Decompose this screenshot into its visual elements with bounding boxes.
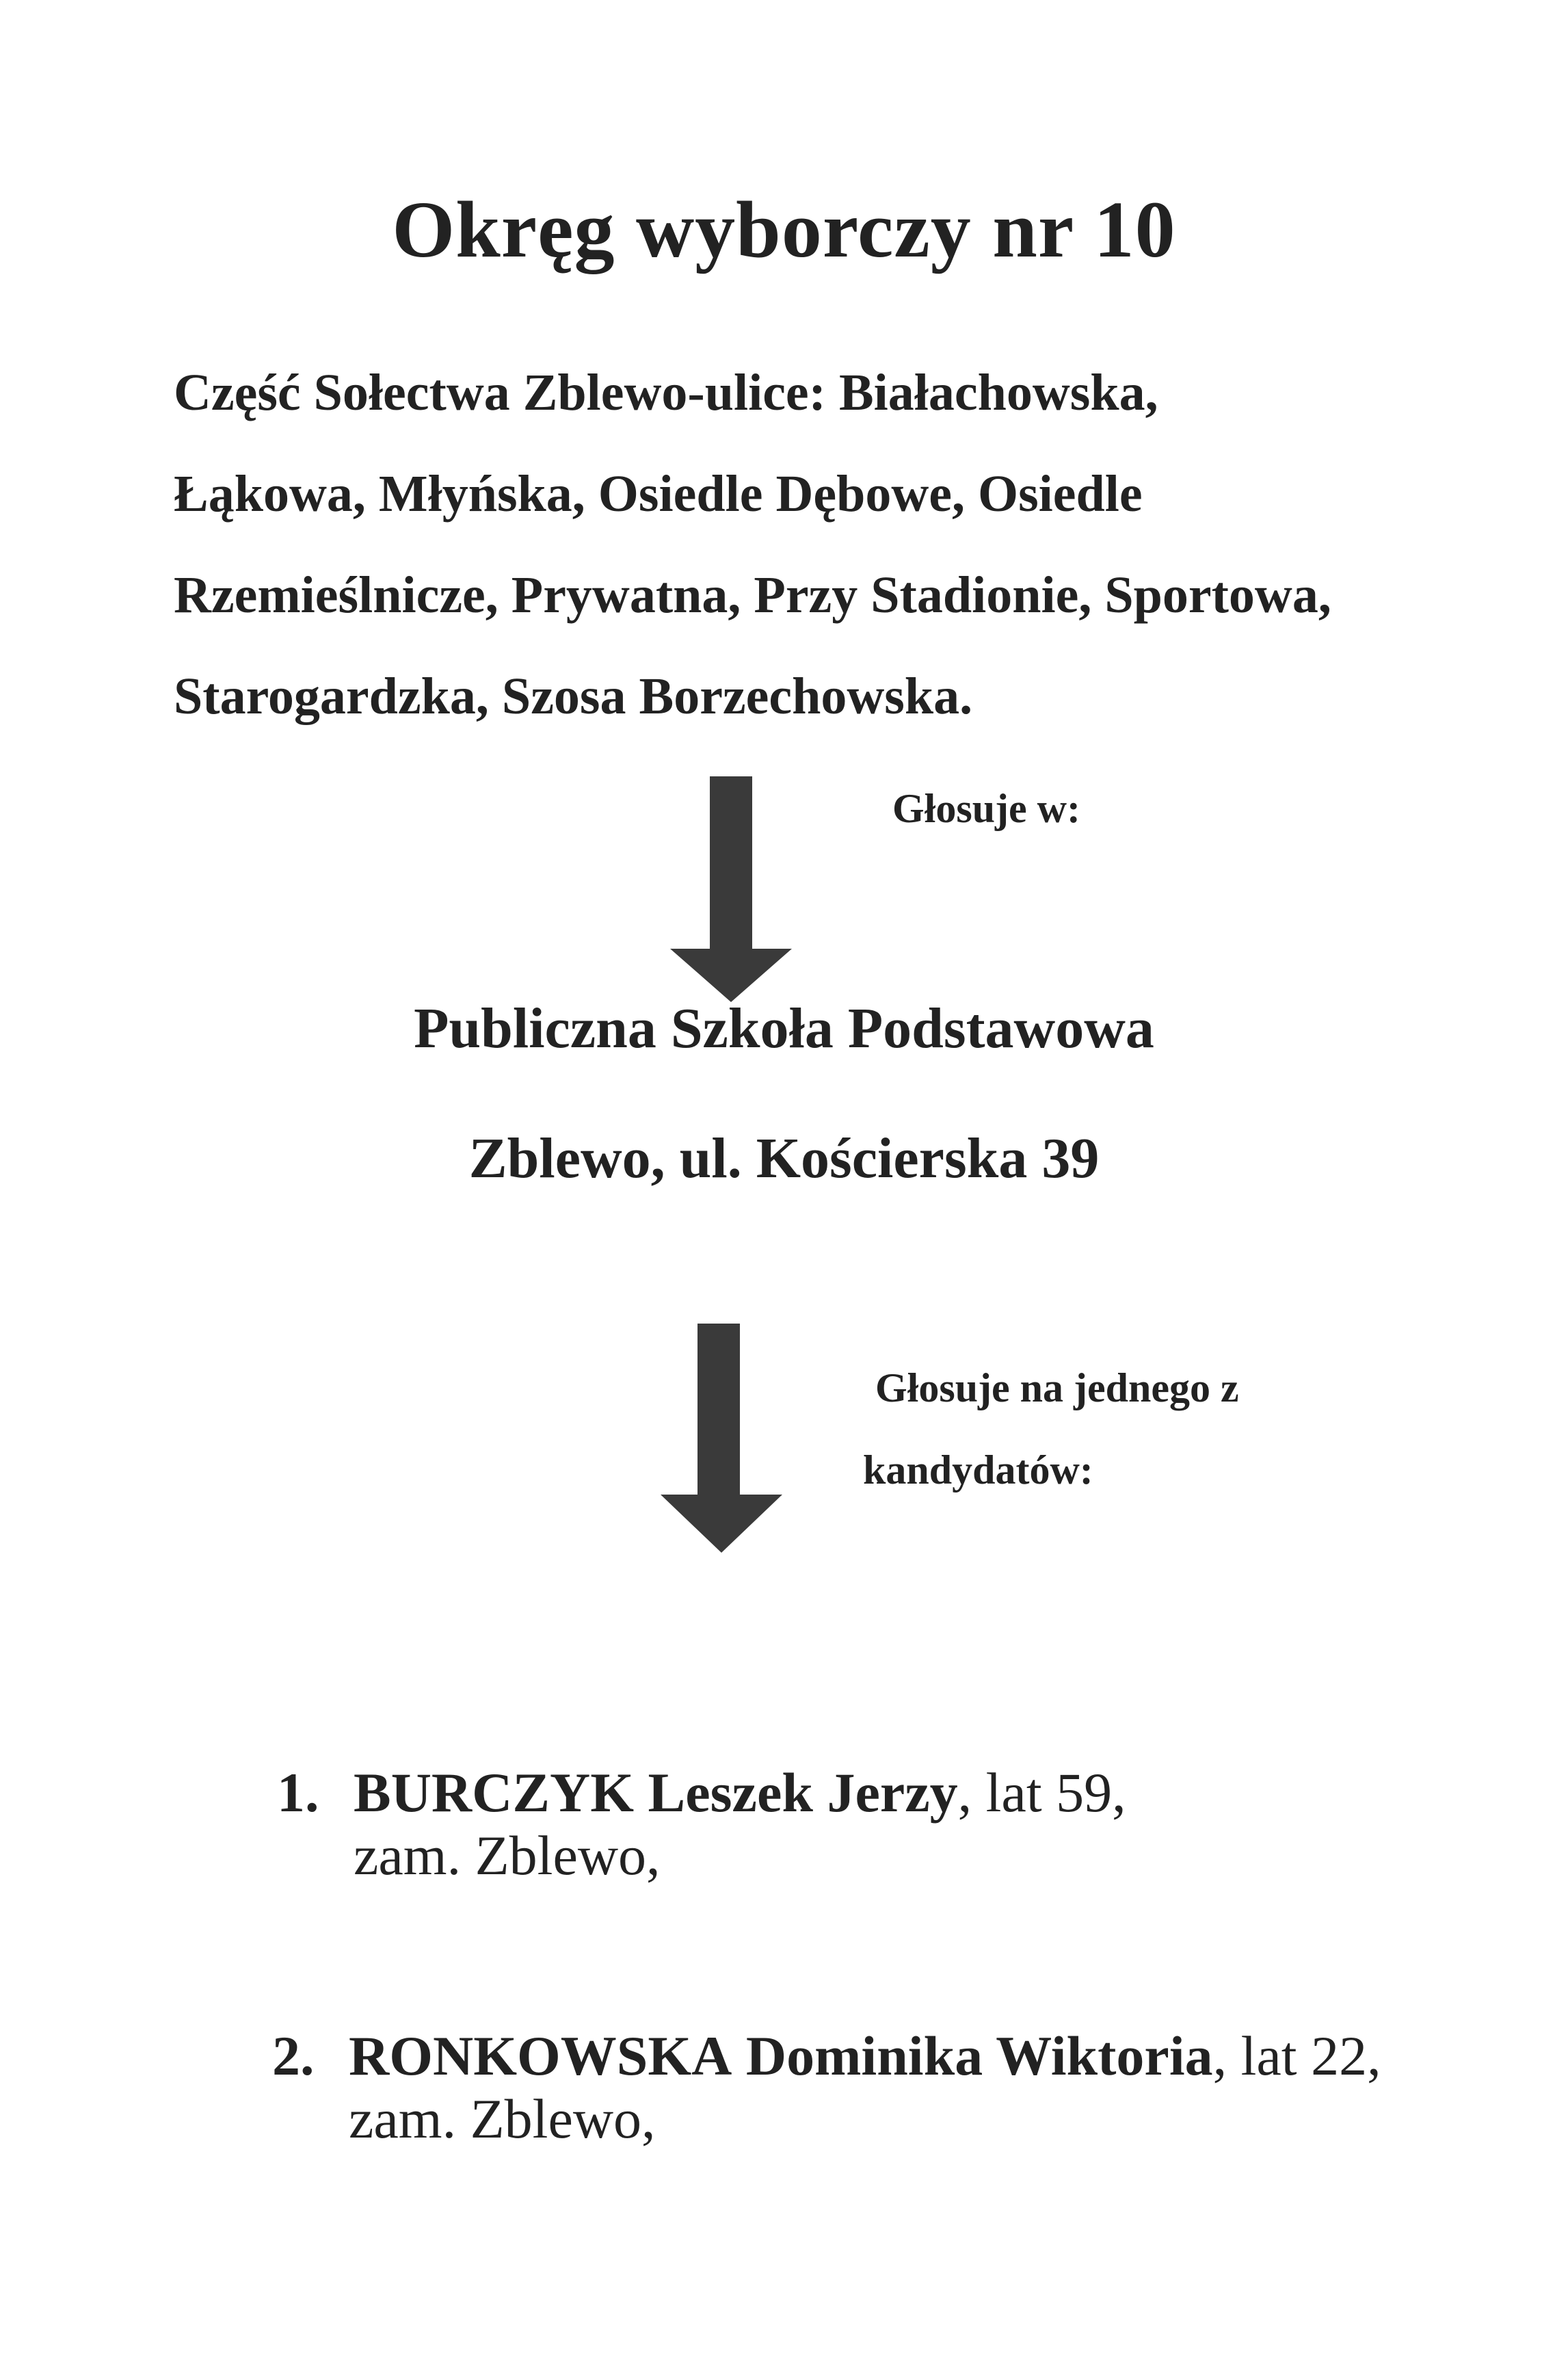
candidate-given-names: Dominika Wiktoria bbox=[745, 2025, 1213, 2087]
candidate-surname: RONKOWSKA bbox=[349, 2025, 732, 2087]
votes-for-label-line2: kandydatów: bbox=[863, 1447, 1093, 1493]
arrow-down-icon bbox=[670, 776, 807, 1002]
arrow-down-icon bbox=[661, 1324, 797, 1556]
candidate-entry bbox=[277, 1761, 1126, 1887]
polling-place-name: Publiczna Szkoła Podstawowa bbox=[414, 997, 1154, 1060]
area-line: Część Sołectwa Zblewo-ulice: Białachowska, bbox=[174, 364, 1158, 421]
candidate-main-line bbox=[272, 2025, 1381, 2088]
polling-place-address: Zblewo, ul. Kościerska 39 bbox=[468, 1127, 1100, 1190]
candidate-number: 2. bbox=[272, 2025, 315, 2087]
candidate-number: 1. bbox=[277, 1761, 319, 1824]
votes-for-label-line1: Głosuje na jednego z bbox=[875, 1365, 1239, 1410]
votes-at-label: Głosuje w: bbox=[892, 786, 1080, 831]
candidate-surname: BURCZYK bbox=[354, 1761, 635, 1824]
district-area-description bbox=[174, 342, 1473, 747]
candidate-age: , lat 59, bbox=[957, 1761, 1126, 1824]
candidate-given-names: Leszek Jerzy bbox=[648, 1761, 958, 1824]
candidate-residence: zam. Zblewo, bbox=[354, 1824, 661, 1887]
area-line: Rzemieślnicze, Prywatna, Przy Stadionie, Sportowa, bbox=[174, 566, 1331, 624]
candidate-residence: zam. Zblewo, bbox=[349, 2088, 656, 2150]
candidate-entry bbox=[272, 2025, 1381, 2151]
area-line: Starogardzka, Szosa Borzechowska. bbox=[174, 668, 973, 725]
candidate-main-line bbox=[277, 1761, 1126, 1824]
district-title: Okręg wyborczy nr 10 bbox=[392, 185, 1176, 274]
candidate-age: , lat 22, bbox=[1212, 2025, 1381, 2087]
area-line: Łąkowa, Młyńska, Osiedle Dębowe, Osiedle bbox=[174, 465, 1143, 523]
